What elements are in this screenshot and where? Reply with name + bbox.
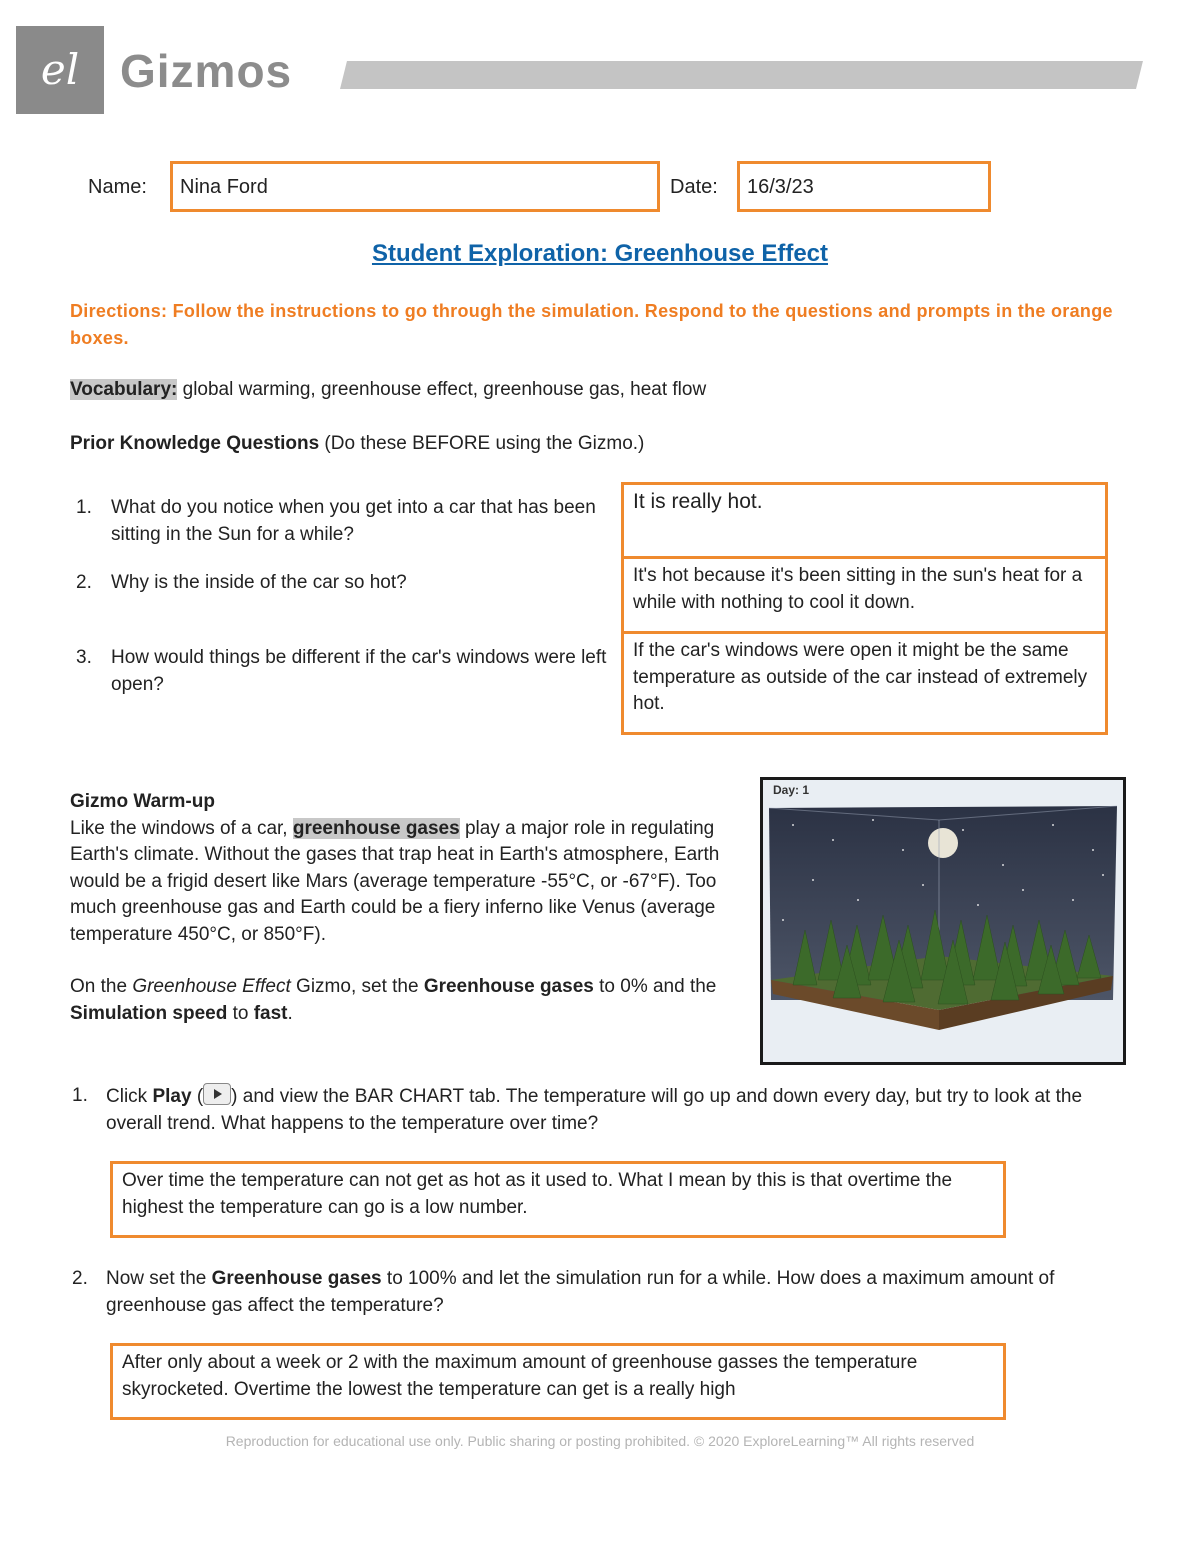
task-number: 1. bbox=[72, 1085, 88, 1106]
footer-copyright: Reproduction for educational use only. Public sharing or posting prohibited. © 2020 ExploreLearning™ All rights reserved bbox=[225, 1433, 975, 1449]
date-field[interactable]: 16/3/23 bbox=[737, 161, 991, 212]
task-1-answer-box[interactable]: Over time the temperature can not get as hot as it used to. What I mean by this is that overtime the highest the temperature can go is a low number. bbox=[110, 1161, 1006, 1238]
greenhouse-scene bbox=[763, 780, 1123, 1062]
instruction-text: Gizmo, set the bbox=[290, 976, 424, 997]
task-text: ( bbox=[191, 1086, 204, 1107]
gizmo-name: Greenhouse Effect bbox=[132, 976, 291, 997]
question-number: 2. bbox=[76, 572, 92, 593]
warmup-text: play a major role in regulating Earth's climate. Without the gases that trap heat in Earth's atmosphere, Earth would be a frigid desert like Mars (average temperature -55°C, or -67°F). Too much greenhouse gas and Earth could be a fiery inferno like Venus (average temperature 450°C, or 850°F). bbox=[70, 817, 720, 945]
task-text: Click bbox=[106, 1086, 153, 1107]
warmup-heading: Gizmo Warm-up bbox=[70, 791, 215, 812]
task-number: 2. bbox=[72, 1268, 88, 1289]
play-button-icon bbox=[203, 1083, 231, 1105]
setting-greenhouse-gases: Greenhouse gases bbox=[423, 976, 594, 997]
name-field[interactable]: Nina Ford bbox=[170, 161, 660, 212]
question-number: 3. bbox=[76, 647, 92, 668]
greenhouse-gases-label: Greenhouse gases bbox=[211, 1268, 382, 1289]
instruction-text: to 0% and the bbox=[593, 976, 717, 997]
logo-glyph: el bbox=[40, 45, 80, 94]
task-text: to 100% and let the simulation run for a while. How does a maximum amount of greenhouse gas affect the temperature? bbox=[106, 1268, 1055, 1316]
brand-name: Gizmos bbox=[120, 45, 293, 97]
vocabulary-text: global warming, greenhouse effect, greenhouse gas, heat flow bbox=[177, 379, 707, 400]
question-text: Why is the inside of the car so hot? bbox=[111, 572, 407, 593]
setting-simulation-speed: Simulation speed bbox=[70, 1002, 228, 1024]
task-2-text bbox=[106, 1266, 1116, 1319]
page-title: Student Exploration: Greenhouse Effect bbox=[371, 240, 829, 267]
play-label: Play bbox=[152, 1086, 192, 1107]
setting-fast: fast bbox=[253, 1002, 288, 1024]
directions: Directions: Follow the instructions to go through the simulation. Respond to the questions and prompts in the orange boxes. bbox=[70, 301, 1113, 348]
question-number: 1. bbox=[76, 497, 92, 518]
simulation-screenshot bbox=[760, 777, 1126, 1065]
warmup-text: Like the windows of a car, bbox=[70, 817, 293, 839]
warmup-section bbox=[70, 789, 720, 1027]
question-text: What do you notice when you get into a car that has been sitting in the Sun for a while? bbox=[111, 497, 596, 545]
vocabulary-label: Vocabulary: bbox=[70, 379, 178, 400]
task-1-text bbox=[106, 1083, 1126, 1137]
prior-heading-text: Prior Knowledge Questions bbox=[70, 433, 320, 454]
vocabulary bbox=[70, 377, 1130, 404]
task-2-answer-box[interactable]: After only about a week or 2 with the maximum amount of greenhouse gasses the temperature skyrocketed. Overtime the lowest the temperature can get is a really high bbox=[110, 1343, 1006, 1420]
sim-day-label: Day: 1 bbox=[773, 783, 810, 797]
task-text: ) and view the BAR CHART tab. The temperature will go up and down every day, but try to look at the overall trend. What happens to the temperature over time? bbox=[106, 1086, 1083, 1134]
instruction-text: . bbox=[287, 1002, 293, 1024]
answer-box-1[interactable]: It is really hot. bbox=[621, 482, 1108, 559]
gizmos-logo bbox=[16, 26, 104, 114]
instruction-text: On the bbox=[70, 976, 133, 997]
header-bar bbox=[340, 61, 1143, 89]
greenhouse-gases-highlight: greenhouse gases bbox=[292, 817, 460, 839]
question-text: How would things be different if the car's windows were left open? bbox=[111, 647, 607, 695]
prior-heading-note: (Do these BEFORE using the Gizmo.) bbox=[319, 433, 645, 454]
name-label: Name: bbox=[88, 176, 147, 198]
date-label: Date: bbox=[670, 176, 718, 198]
task-text: Now set the bbox=[106, 1268, 212, 1289]
instruction-text: to bbox=[227, 1002, 254, 1024]
answer-box-3[interactable]: If the car's windows were open it might be the same temperature as outside of the car instead of extremely hot. bbox=[621, 631, 1108, 735]
prior-knowledge-heading bbox=[70, 431, 1130, 458]
answer-box-2[interactable]: It's hot because it's been sitting in the sun's heat for a while with nothing to cool it down. bbox=[621, 556, 1108, 634]
